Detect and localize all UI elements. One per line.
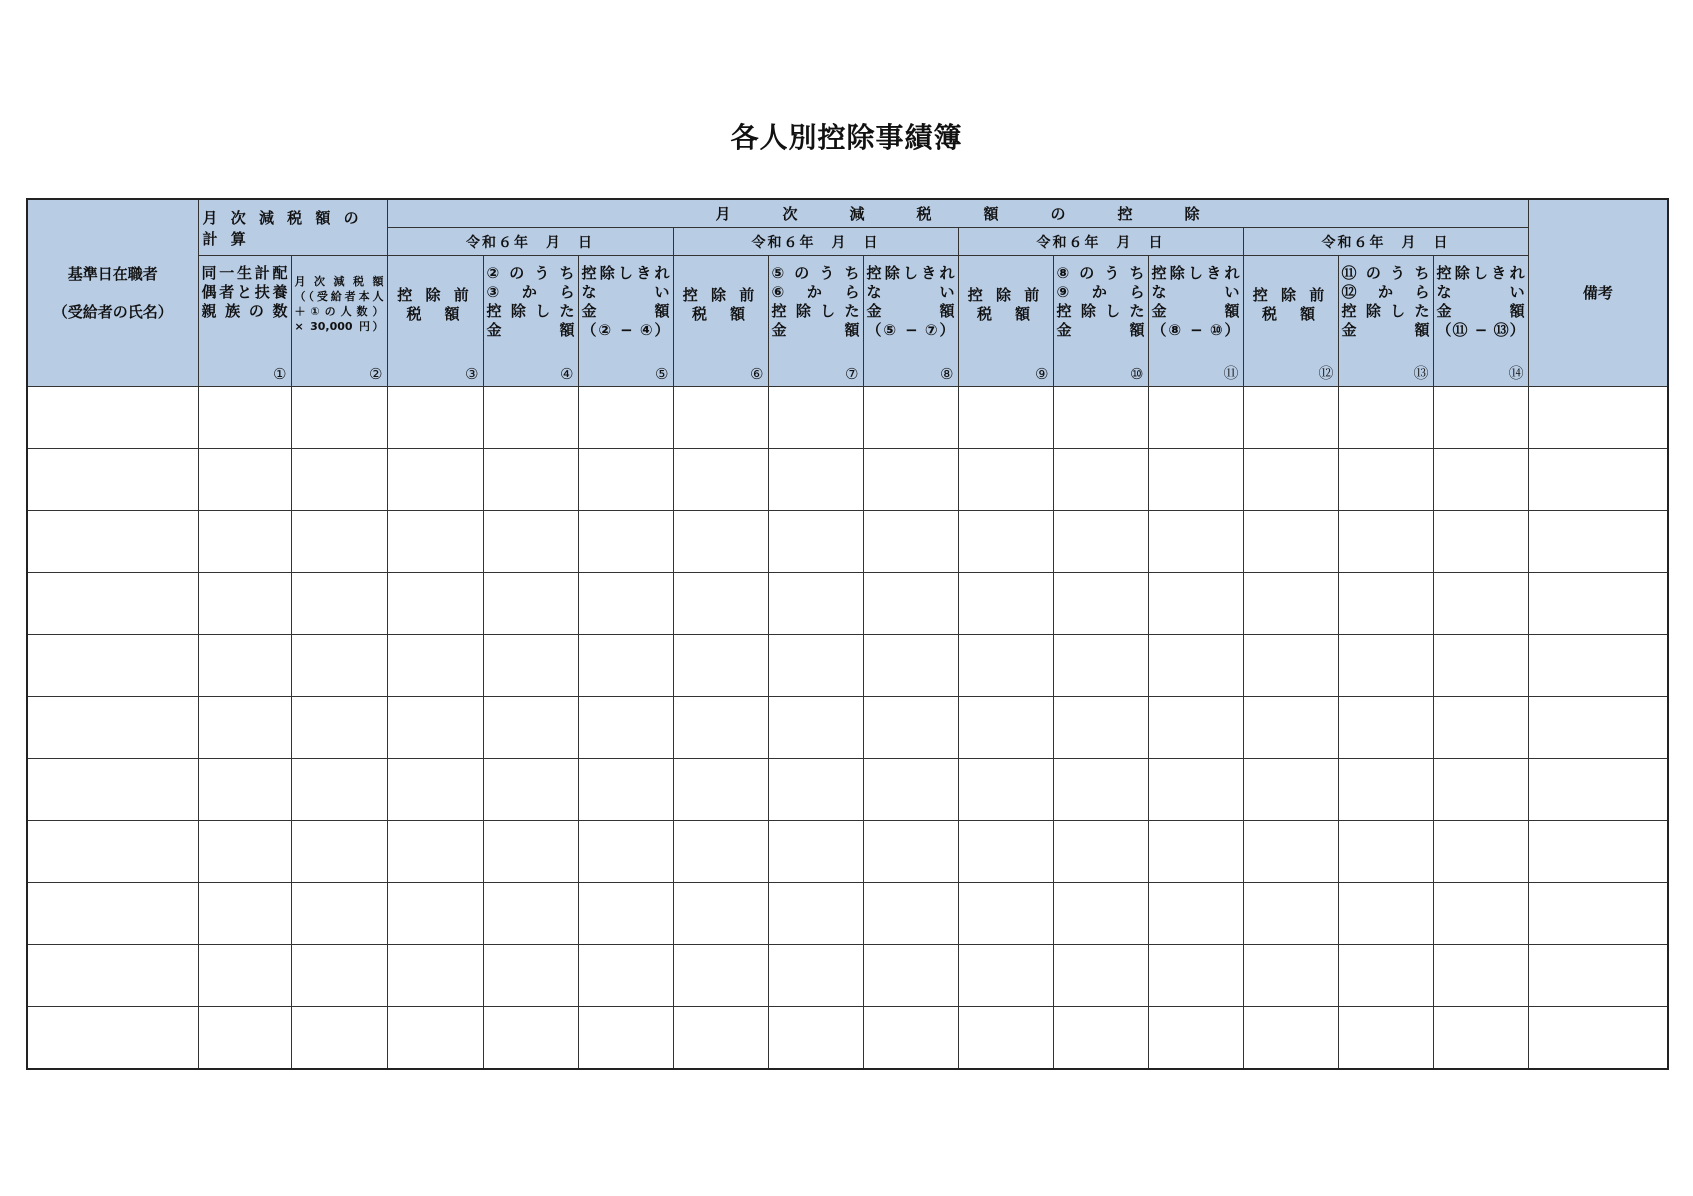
entry-cell[interactable]: [483, 697, 578, 759]
sub-header-line: 控 除 し た: [486, 302, 575, 320]
entry-cell[interactable]: [1433, 945, 1528, 1007]
entry-cell[interactable]: [768, 449, 863, 511]
entry-cell[interactable]: [1338, 1007, 1433, 1070]
deduct-group-header: 月次減税額の控除: [387, 199, 1528, 228]
sub-header-line: 控 除 前: [1252, 286, 1329, 304]
entry-cell[interactable]: [1148, 449, 1243, 511]
sub-header-text: [487, 264, 575, 340]
entry-cell[interactable]: [1243, 697, 1338, 759]
entry-cell[interactable]: [291, 635, 387, 697]
sub-header-col-10: [1053, 256, 1148, 387]
sub-header-line: 控 除 前: [967, 286, 1044, 304]
sub-header-text: [295, 274, 384, 334]
entry-cell[interactable]: [27, 821, 198, 883]
entry-cell[interactable]: [863, 511, 958, 573]
sub-header-text: [202, 264, 288, 321]
entry-cell[interactable]: [387, 573, 483, 635]
entry-cell[interactable]: [1528, 697, 1668, 759]
sub-header-col-6: [673, 256, 768, 387]
entry-cell[interactable]: [673, 635, 768, 697]
entry-cell[interactable]: [1338, 697, 1433, 759]
entry-cell[interactable]: [768, 697, 863, 759]
name-column-header: [27, 199, 198, 387]
entry-cell[interactable]: [291, 697, 387, 759]
table-row: [27, 1007, 1668, 1070]
entry-cell[interactable]: [1053, 635, 1148, 697]
entry-cell[interactable]: [673, 821, 768, 883]
entry-cell[interactable]: [1053, 697, 1148, 759]
entry-cell[interactable]: [291, 883, 387, 945]
entry-cell[interactable]: [1243, 635, 1338, 697]
entry-cell[interactable]: [1148, 759, 1243, 821]
entry-cell[interactable]: [578, 635, 673, 697]
sub-header-line: 控 除 前: [682, 286, 759, 304]
table-row: [27, 635, 1668, 697]
entry-cell[interactable]: [578, 759, 673, 821]
entry-cell[interactable]: [958, 759, 1053, 821]
entry-cell[interactable]: [1148, 573, 1243, 635]
sub-header-text: [1057, 264, 1145, 340]
entry-cell[interactable]: [1528, 449, 1668, 511]
entry-cell[interactable]: [578, 511, 673, 573]
sub-header-line: な い: [1151, 283, 1240, 301]
entry-cell[interactable]: [27, 387, 198, 449]
entry-cell[interactable]: [863, 449, 958, 511]
entry-cell[interactable]: [863, 387, 958, 449]
entry-cell[interactable]: [1433, 449, 1528, 511]
entry-cell[interactable]: [1433, 635, 1528, 697]
date-header-1: 令和６年 月 日: [387, 228, 673, 256]
entry-cell[interactable]: [483, 883, 578, 945]
name-header-line2: （受給者の氏名）: [52, 303, 173, 321]
entry-cell[interactable]: [1148, 1007, 1243, 1070]
entry-cell[interactable]: [673, 697, 768, 759]
sub-header-col-14: [1433, 256, 1528, 387]
entry-cell[interactable]: [768, 511, 863, 573]
entry-cell[interactable]: [1148, 945, 1243, 1007]
entry-cell[interactable]: [768, 883, 863, 945]
entry-cell[interactable]: [1338, 759, 1433, 821]
sub-header-line: ② の う ち: [486, 264, 575, 282]
sub-header-text: [391, 286, 480, 324]
sub-header-col-11: [1148, 256, 1243, 387]
entry-cell[interactable]: [198, 883, 291, 945]
sub-header-line: 金 額: [866, 302, 955, 320]
entry-cell[interactable]: [958, 883, 1053, 945]
entry-cell[interactable]: [1243, 821, 1338, 883]
entry-cell[interactable]: [291, 449, 387, 511]
entry-cell[interactable]: [198, 511, 291, 573]
entry-cell[interactable]: [198, 759, 291, 821]
sub-header-line: な い: [1436, 283, 1525, 301]
entry-cell[interactable]: [1528, 883, 1668, 945]
sub-header-line: × 30,000 円）: [294, 320, 384, 333]
entry-cell[interactable]: [1433, 821, 1528, 883]
remarks-column-header: 備考: [1528, 199, 1668, 387]
entry-cell[interactable]: [1148, 697, 1243, 759]
entry-cell[interactable]: [958, 821, 1053, 883]
entry-cell[interactable]: [291, 1007, 387, 1070]
entry-cell[interactable]: [768, 1007, 863, 1070]
sub-header-line: （⑧ − ⑩）: [1151, 321, 1240, 339]
sub-header-col-2: [291, 256, 387, 387]
entry-cell[interactable]: [958, 387, 1053, 449]
entry-cell[interactable]: [387, 511, 483, 573]
entry-cell[interactable]: [27, 883, 198, 945]
sub-header-line: ⑧ の う ち: [1056, 264, 1145, 282]
sub-header-col-7: [768, 256, 863, 387]
column-number-label: ⑭: [1508, 364, 1524, 382]
entry-cell[interactable]: [863, 883, 958, 945]
entry-cell[interactable]: [1528, 511, 1668, 573]
sub-header-line: （⑤ − ⑦）: [866, 321, 955, 339]
entry-cell[interactable]: [27, 511, 198, 573]
sub-header-text: [867, 264, 955, 340]
date-header-3: 令和６年 月 日: [958, 228, 1243, 256]
entry-cell[interactable]: [1243, 945, 1338, 1007]
entry-cell[interactable]: [1338, 883, 1433, 945]
sub-header-line: 控除しきれ: [1151, 264, 1240, 282]
entry-cell[interactable]: [1433, 883, 1528, 945]
entry-cell[interactable]: [1148, 511, 1243, 573]
sub-header-line: ⑪ の う ち: [1341, 264, 1430, 282]
entry-cell[interactable]: [27, 635, 198, 697]
entry-cell[interactable]: [768, 573, 863, 635]
entry-cell[interactable]: [768, 821, 863, 883]
sub-header-text: [1437, 264, 1525, 340]
column-number-label: ⑨: [1035, 365, 1049, 383]
entry-cell[interactable]: [673, 387, 768, 449]
date-header-4: 令和６年 月 日: [1243, 228, 1528, 256]
sub-header-line: 税 額: [976, 305, 1034, 323]
entry-cell[interactable]: [1243, 1007, 1338, 1070]
entry-cell[interactable]: [673, 945, 768, 1007]
entry-cell[interactable]: [1338, 573, 1433, 635]
entry-cell[interactable]: [1433, 1007, 1528, 1070]
sub-header-line: 控 除 前: [397, 286, 473, 304]
entry-cell[interactable]: [863, 945, 958, 1007]
entry-cell[interactable]: [291, 387, 387, 449]
entry-cell[interactable]: [578, 883, 673, 945]
entry-cell[interactable]: [1528, 759, 1668, 821]
entry-cell[interactable]: [387, 387, 483, 449]
entry-cell[interactable]: [578, 573, 673, 635]
sub-header-line: （（受給者本人: [294, 290, 384, 303]
entry-cell[interactable]: [578, 945, 673, 1007]
table-row: [27, 883, 1668, 945]
entry-cell[interactable]: [768, 387, 863, 449]
sub-header-text: [1247, 286, 1335, 324]
column-number-label: ⑪: [1223, 364, 1239, 382]
entry-cell[interactable]: [863, 697, 958, 759]
entry-cell[interactable]: [768, 945, 863, 1007]
sub-header-line: 控除しきれ: [1436, 264, 1525, 282]
sub-header-line: ③ か ら: [486, 283, 575, 301]
entry-cell[interactable]: [387, 635, 483, 697]
entry-cell[interactable]: [958, 945, 1053, 1007]
sub-header-col-8: [863, 256, 958, 387]
sub-header-line: 金 額: [1056, 321, 1145, 339]
entry-cell[interactable]: [27, 449, 198, 511]
entry-cell[interactable]: [1148, 387, 1243, 449]
sub-header-line: 偶者と扶養: [201, 283, 288, 301]
entry-cell[interactable]: [1053, 821, 1148, 883]
entry-cell[interactable]: [1053, 883, 1148, 945]
sub-header-line: 控 除 し た: [1056, 302, 1145, 320]
sub-header-text: [1152, 264, 1240, 340]
entry-cell[interactable]: [1053, 1007, 1148, 1070]
entry-cell[interactable]: [1053, 945, 1148, 1007]
sub-header-text: [677, 286, 765, 324]
entry-cell[interactable]: [1243, 573, 1338, 635]
sub-header-line: ⑨ か ら: [1056, 283, 1145, 301]
entry-cell[interactable]: [387, 883, 483, 945]
entry-cell[interactable]: [27, 697, 198, 759]
table-row: [27, 759, 1668, 821]
entry-cell[interactable]: [958, 1007, 1053, 1070]
entry-cell[interactable]: [483, 573, 578, 635]
column-number-label: ⑩: [1130, 365, 1144, 383]
column-number-label: ⑤: [655, 365, 669, 383]
sub-header-col-1: [198, 256, 291, 387]
name-header-line1: 基準日在職者: [67, 265, 158, 283]
entry-cell[interactable]: [863, 635, 958, 697]
date-header-2: 令和６年 月 日: [673, 228, 958, 256]
sub-header-line: 控除しきれ: [866, 264, 955, 282]
table-row: [27, 821, 1668, 883]
entry-cell[interactable]: [483, 945, 578, 1007]
column-number-label: ⑧: [940, 365, 954, 383]
entry-cell[interactable]: [387, 449, 483, 511]
entry-cell[interactable]: [958, 697, 1053, 759]
sub-header-text: [582, 264, 670, 340]
sub-header-line: 月 次 減 税 額: [294, 275, 384, 288]
sub-header-line: 控除しきれ: [581, 264, 670, 282]
sub-header-line: な い: [581, 283, 670, 301]
entry-cell[interactable]: [578, 697, 673, 759]
table-row: [27, 511, 1668, 573]
entry-cell[interactable]: [673, 883, 768, 945]
entry-cell[interactable]: [673, 1007, 768, 1070]
entry-cell[interactable]: [1338, 449, 1433, 511]
entry-cell[interactable]: [1338, 945, 1433, 1007]
entry-cell[interactable]: [958, 573, 1053, 635]
column-number-label: ③: [465, 365, 479, 383]
sub-header-col-4: [483, 256, 578, 387]
entry-cell[interactable]: [958, 635, 1053, 697]
sub-header-line: 金 額: [771, 321, 860, 339]
column-number-label: ②: [369, 365, 383, 383]
entry-cell[interactable]: [387, 1007, 483, 1070]
sub-header-text: [962, 286, 1050, 324]
sub-header-line: 金 額: [1151, 302, 1240, 320]
entry-cell[interactable]: [1243, 511, 1338, 573]
table-row: [27, 449, 1668, 511]
entry-cell[interactable]: [291, 821, 387, 883]
sub-header-line: 税 額: [1261, 305, 1319, 323]
column-number-label: ⑥: [750, 365, 764, 383]
entry-cell[interactable]: [483, 449, 578, 511]
entry-cell[interactable]: [863, 821, 958, 883]
sub-header-line: 税 額: [691, 305, 749, 323]
entry-cell[interactable]: [1148, 883, 1243, 945]
entry-cell[interactable]: [1338, 511, 1433, 573]
entry-cell[interactable]: [1243, 759, 1338, 821]
entry-cell[interactable]: [1528, 821, 1668, 883]
entry-cell[interactable]: [291, 759, 387, 821]
table-row: [27, 387, 1668, 449]
sub-header-text: [772, 264, 860, 340]
entry-cell[interactable]: [483, 821, 578, 883]
entry-cell[interactable]: [387, 821, 483, 883]
entry-cell[interactable]: [673, 573, 768, 635]
entry-cell[interactable]: [27, 573, 198, 635]
entry-cell[interactable]: [1053, 573, 1148, 635]
sub-header-col-13: [1338, 256, 1433, 387]
entry-cell[interactable]: [27, 945, 198, 1007]
sub-header-line: 金 額: [581, 302, 670, 320]
sub-header-line: 税 額: [406, 305, 464, 323]
entry-cell[interactable]: [1528, 573, 1668, 635]
entry-cell[interactable]: [483, 387, 578, 449]
entry-cell[interactable]: [673, 759, 768, 821]
sub-header-line: 金 額: [486, 321, 575, 339]
entry-cell[interactable]: [1338, 387, 1433, 449]
entry-cell[interactable]: [198, 387, 291, 449]
entry-cell[interactable]: [578, 387, 673, 449]
entry-cell[interactable]: [578, 1007, 673, 1070]
entry-cell[interactable]: [198, 697, 291, 759]
sub-header-text: [1342, 264, 1430, 340]
entry-cell[interactable]: [387, 945, 483, 1007]
sub-header-line: な い: [866, 283, 955, 301]
sub-header-line: 控 除 し た: [771, 302, 860, 320]
sub-header-line: 控 除 し た: [1341, 302, 1430, 320]
entry-cell[interactable]: [291, 945, 387, 1007]
sub-header-line: 金 額: [1436, 302, 1525, 320]
column-number-label: ⑦: [845, 365, 859, 383]
entry-cell[interactable]: [863, 573, 958, 635]
entry-cell[interactable]: [1243, 387, 1338, 449]
sub-header-line: 同一生計配: [201, 264, 288, 282]
entry-cell[interactable]: [387, 697, 483, 759]
sub-header-line: ＋①の人数）: [294, 305, 384, 318]
entry-cell[interactable]: [958, 449, 1053, 511]
entry-cell[interactable]: [1433, 387, 1528, 449]
entry-cell[interactable]: [198, 573, 291, 635]
entry-cell[interactable]: [198, 945, 291, 1007]
entry-cell[interactable]: [1148, 635, 1243, 697]
entry-cell[interactable]: [387, 759, 483, 821]
entry-cell[interactable]: [483, 1007, 578, 1070]
entry-cell[interactable]: [1053, 759, 1148, 821]
entry-cell[interactable]: [483, 511, 578, 573]
entry-cell[interactable]: [673, 511, 768, 573]
sub-header-line: ⑫ か ら: [1341, 283, 1430, 301]
column-number-label: ①: [273, 365, 287, 383]
entry-cell[interactable]: [768, 759, 863, 821]
entry-cell[interactable]: [1053, 387, 1148, 449]
entry-cell[interactable]: [1148, 821, 1243, 883]
entry-cell[interactable]: [1433, 573, 1528, 635]
table-row: [27, 697, 1668, 759]
entry-cell[interactable]: [1338, 635, 1433, 697]
column-number-label: ⑬: [1413, 364, 1429, 382]
entry-cell[interactable]: [1528, 635, 1668, 697]
calc-group-header: 月 次 減 税 額 の 計 算: [198, 199, 387, 256]
entry-cell[interactable]: [1433, 697, 1528, 759]
column-number-label: ④: [560, 365, 574, 383]
table-row: [27, 945, 1668, 1007]
entry-cell[interactable]: [1528, 1007, 1668, 1070]
entry-cell[interactable]: [1243, 883, 1338, 945]
entry-cell[interactable]: [291, 511, 387, 573]
sub-header-line: （⑪ − ⑬）: [1436, 321, 1525, 339]
entry-cell[interactable]: [198, 821, 291, 883]
entry-cell[interactable]: [198, 449, 291, 511]
entry-cell[interactable]: [578, 449, 673, 511]
sub-header-col-3: [387, 256, 483, 387]
sub-header-col-12: [1243, 256, 1338, 387]
column-number-label: ⑫: [1318, 364, 1334, 382]
entry-cell[interactable]: [291, 573, 387, 635]
sub-header-col-9: [958, 256, 1053, 387]
entry-cell[interactable]: [198, 635, 291, 697]
entry-cell[interactable]: [198, 1007, 291, 1070]
entry-cell[interactable]: [863, 1007, 958, 1070]
entry-cell[interactable]: [958, 511, 1053, 573]
sub-header-col-5: [578, 256, 673, 387]
page-title: 各人別控除事績簿: [730, 121, 963, 154]
entry-cell[interactable]: [27, 1007, 198, 1070]
entry-cell[interactable]: [1053, 449, 1148, 511]
entry-cell[interactable]: [483, 759, 578, 821]
sub-header-line: ⑤ の う ち: [771, 264, 860, 282]
entry-cell[interactable]: [1243, 449, 1338, 511]
entry-cell[interactable]: [1053, 511, 1148, 573]
sub-header-line: 親 族 の 数: [201, 302, 288, 320]
entry-cell[interactable]: [1433, 759, 1528, 821]
entry-cell[interactable]: [863, 759, 958, 821]
sub-header-line: （② − ④）: [581, 321, 670, 339]
entry-cell[interactable]: [1528, 945, 1668, 1007]
entry-cell[interactable]: [1528, 387, 1668, 449]
entry-cell[interactable]: [483, 635, 578, 697]
sub-header-line: ⑥ か ら: [771, 283, 860, 301]
entry-cell[interactable]: [768, 635, 863, 697]
entry-cell[interactable]: [1338, 821, 1433, 883]
entry-cell[interactable]: [578, 821, 673, 883]
entry-cell[interactable]: [1433, 511, 1528, 573]
sub-header-line: 金 額: [1341, 321, 1430, 339]
table-row: [27, 573, 1668, 635]
deduction-ledger-table: [26, 198, 1669, 1070]
entry-cell[interactable]: [27, 759, 198, 821]
entry-cell[interactable]: [673, 449, 768, 511]
